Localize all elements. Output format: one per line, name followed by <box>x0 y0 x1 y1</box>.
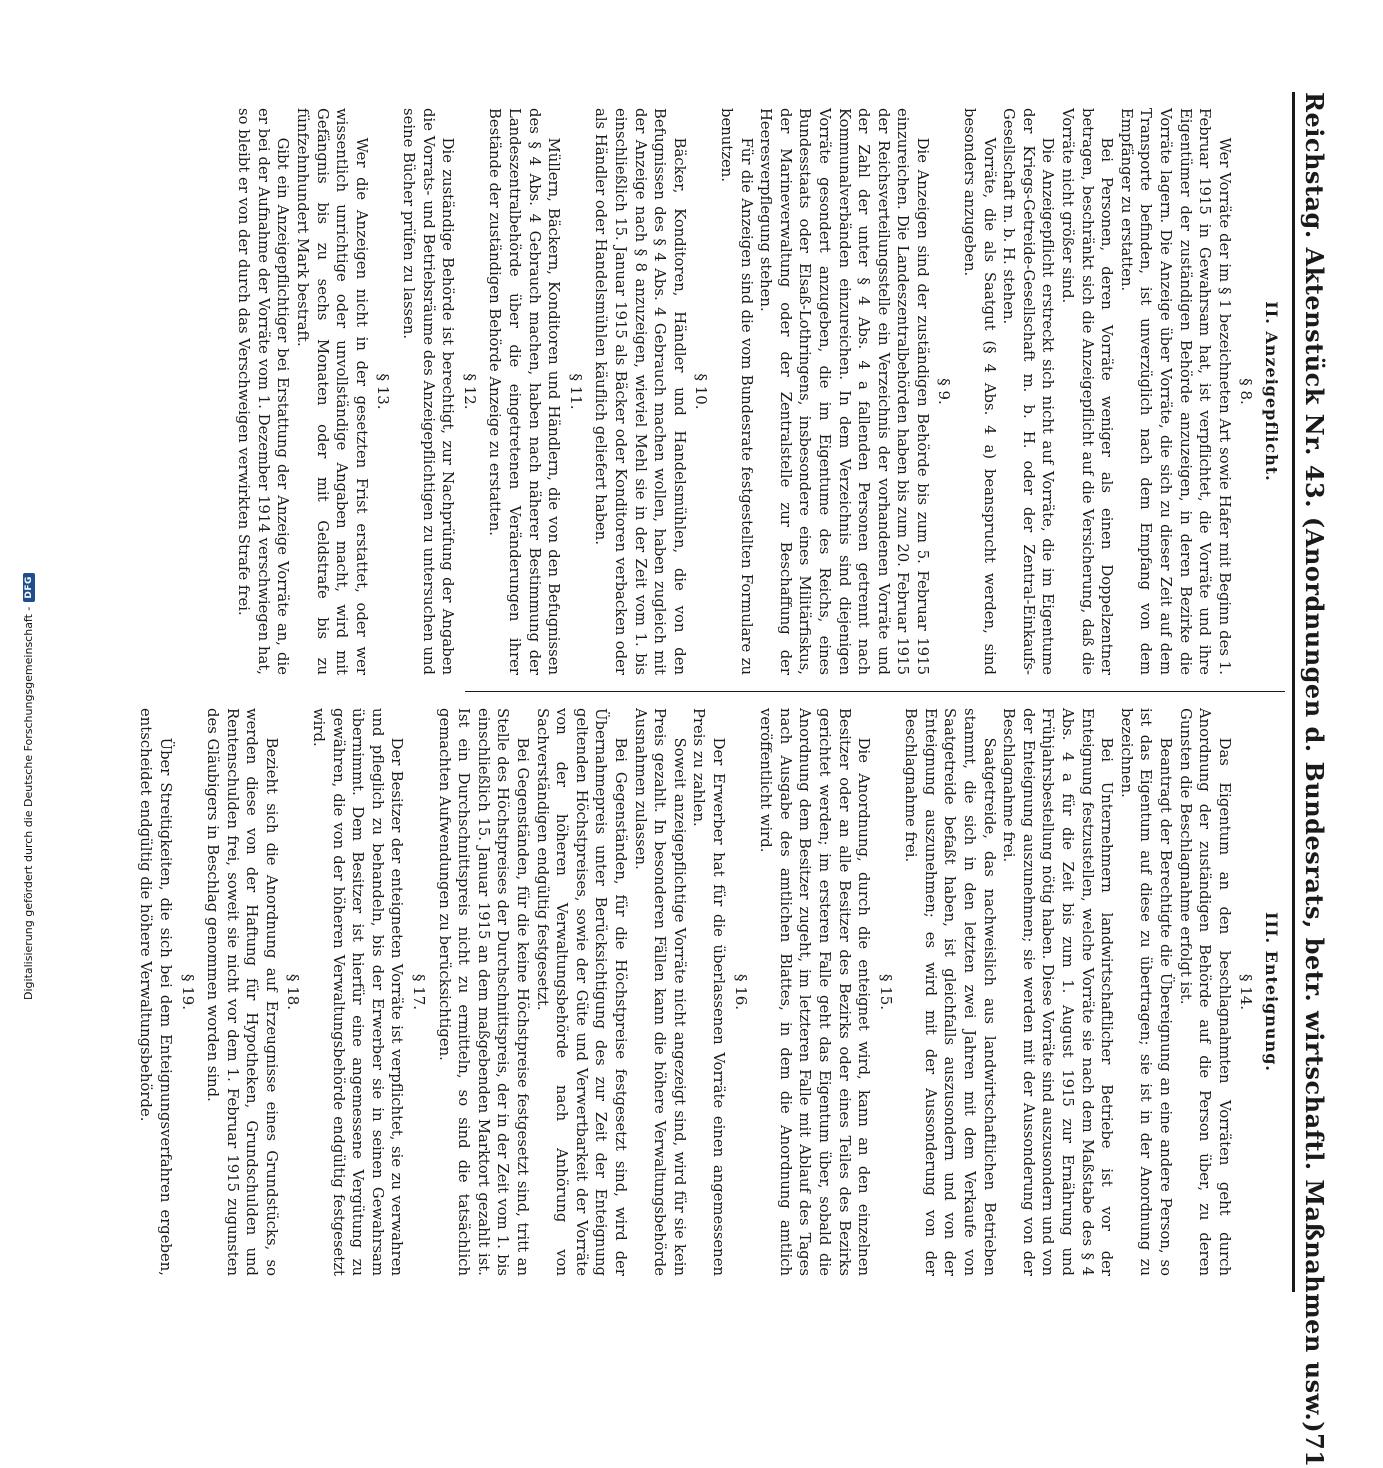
dfg-logo: DFG <box>23 573 35 602</box>
paragraph: Für die Anzeigen sind die vom Bundesrate festgestellten Formulare zu benutzen. <box>717 108 755 675</box>
paragraph: Die zuständige Behörde ist berechtigt, zur Nachprüfung der Angaben die Vorrats- und Betriebsräume des Anzeigepflichtigen zu untersuchen und seine Bücher prüfen zu lassen. <box>400 108 457 675</box>
section-heading: § 18. <box>284 973 303 1011</box>
page-number: 71 <box>1300 1433 1330 1468</box>
paragraph: Saatgetreide, das nachweislich aus landwirtschaftlichen Betrieben stammt, die sich in den letzten zwei Jahren mit dem Verkaufe von Saatgetreide befaßt haben, ist gleichfalls auszusondern und von der Enteignung auszunehmen; es wird mit der Aussonderung von der Beschlagnahme frei. <box>902 708 998 1276</box>
section-heading: § 13. <box>374 373 393 410</box>
section-heading: § 12. <box>460 373 479 410</box>
section-heading: § 19. <box>178 973 197 1011</box>
paragraph: Die Anzeigepflicht erstreckt sich nicht auf Vorräte, die im Eigentume der Kriegs-Getreide-Gesellschaft m. b. H. oder der Zentral-Einkaufs-Gesellschaft m. b. H. stehen. <box>1000 108 1057 675</box>
section-heading: § 8. <box>1237 378 1256 405</box>
paragraph: Über Streitigkeiten, die sich bei dem Enteignungsverfahren ergeben, entscheidet endgültig die höhere Verwaltungsbehörde. <box>137 708 174 1276</box>
section-heading: § 14. <box>1237 973 1256 1011</box>
section-heading: § 9. <box>935 378 954 405</box>
paragraph: Bezieht sich die Anordnung auf Erzeugnisse eines Grundstücks, so werden diese von der Haftung für Hypotheken, Grundschulden und Rentenschulden frei, soweit sie nicht vor dem 1. Februar 1915 zugunsten des Gläubigers in Beschlag genommen worden sind. <box>204 708 280 1276</box>
paragraph: Soweit anzeigepflichtige Vorräte nicht angezeigt sind, wird für sie kein Preis gezahlt. In besonderen Fällen kann die höhere Verwaltungsbehörde Ausnahmen zulassen. <box>631 708 688 1276</box>
paragraph: Bei Gegenständen, für die Höchstpreise festgesetzt sind, wird der Übernahmepreis unter Berücksichtigung des zur Zeit der Enteignung geltenden Höchstpreises, sowie der Güte und Verwertbarkeit der Vorräte von der höheren Verwaltungsbehörde nach Anhörung von Sachverständigen endgültig festgesetzt. <box>533 708 629 1276</box>
section-heading: § 16. <box>731 973 750 1011</box>
section-heading: § 15. <box>876 973 895 1011</box>
left-column <box>235 92 1285 692</box>
text-columns <box>137 92 1285 1292</box>
paragraph: Vorräte, die als Saatgut (§ 4 Abs. 4 a) beansprucht werden, sind besonders anzugeben. <box>961 108 998 675</box>
paragraph: Der Besitzer der enteigneten Vorräte ist verpflichtet, sie zu verwahren und pfleglich zu behandeln, bis der Erwerber sie in seinen Gewahrsam übernimmt. Dem Besitzer ist hierfür eine angemessene Vergütung zu gewähren, die von der höheren Verwaltungsbehörde endgültig festgesetzt wird. <box>310 708 406 1276</box>
paragraph: Bei Personen, deren Vorräte weniger als einen Doppelzentner betragen, beschränkt sich die Anzeigepflicht auf die Versicherung, daß die Vorräte nicht größer sind. <box>1059 108 1116 675</box>
page-header <box>1292 92 1335 1468</box>
sidebar-credit <box>0 0 35 1000</box>
paragraph: Das Eigentum an den beschlagnahmten Vorräten geht durch Anordnung der zuständigen Behörde auf die Person über, zu deren Gunsten die Beschlagnahme erfolgt ist. <box>1176 708 1233 1276</box>
section-heading: § 17. <box>410 973 429 1011</box>
paragraph: Bäcker, Konditoren, Händler und Handelsmühlen, die von den Befugnissen des § 4 Abs. 4 Gebrauch machen wollen, haben zugleich mit der Anzeige nach § 8 anzuzeigen, wieviel Mehl sie in der Zeit vom 1. bis einschließlich 15. Januar 1915 als Bäcker oder Konditoren verbacken oder als Händler oder Handelsmühlen käuflich geliefert haben. <box>592 108 688 675</box>
paragraph: Gibt ein Anzeigepflichtiger bei Erstattung der Anzeige Vorräte an, die er bei der Aufnahme der Vorräte vom 1. Dezember 1914 verschwiegen hat, so bleibt er von der durch das Verschweigen verwirkten Strafe frei. <box>235 108 292 675</box>
paragraph: Beantragt der Berechtigte die Übereignung an eine andere Person, so ist das Eigentum auf diese zu übertragen; sie ist in der Anordnung zu bezeichnen. <box>1117 708 1175 1276</box>
paragraph: Wer Vorräte der im § 1 bezeichneten Art sowie Hafer mit Beginn des 1. Februar 1915 in Gewahrsam hat, ist verpflichtet, die Vorräte und ihre Eigentümer der zuständigen Behörde anzuzeigen, in deren Bezirke die Vorräte lagern. Die Anzeige über Vorräte, die sich zu dieser Zeit auf dem Transporte befinden, ist unverzüglich nach dem Empfang von dem Empfänger zu erstatten. <box>1117 108 1233 675</box>
dfg-credit-text: Digitalisierung gefördert durch die Deutsche Forschungsgemeinschaft - <box>22 606 35 1000</box>
section-heading: § 11. <box>566 373 585 410</box>
paragraph: Die Anordnung, durch die enteignet wird, kann an den einzelnen Besitzer oder an alle Besitzer des Bezirks oder eines Teiles des Bezirks gerichtet werden; im ersteren Falle geht das Eigentum über, sobald die Anordnung dem Besitzer zugeht, im letzteren Falle mit Ablauf des Tages nach Ausgabe des amtlichen Blattes, in dem die Anordnung amtlich veröffentlicht wird. <box>757 708 873 1276</box>
page-title: Reichstag. Aktenstück Nr. 43. (Anordnungen d. Bundesrats, betr. wirtschaftl. Maßnahmen usw.) <box>1300 92 1330 1434</box>
paragraph: Der Erwerber hat für die überlassenen Vorräte einen angemessenen Preis zu zahlen. <box>690 708 727 1276</box>
document-page <box>95 72 1335 1468</box>
paragraph: Wer die Anzeigen nicht in der gesetzten Frist erstattet, oder wer wissentlich unrichtige oder unvollständige Angaben macht, wird mit Gefängnis bis zu sechs Monaten oder mit Geldstrafe bis zu fünfzehnhundert Mark bestraft. <box>294 108 370 675</box>
right-column <box>137 692 1285 1292</box>
paragraph: Bei Unternehmern landwirtschaftlicher Betriebe ist vor der Enteignung festzustellen, welche Vorräte sie nach dem Maßstabe des § 4 Abs. 4 a für die Zeit bis zum 1. August 1915 zur Ernährung und Frühjahrsbestellung nötig haben. Diese Vorräte sind auszusondern und von der Enteignung auszunehmen; sie werden mit der Aussonderung von der Beschlagnahme frei. <box>1000 708 1116 1276</box>
paragraph: Die Anzeigen sind der zuständigen Behörde bis zum 5. Februar 1915 einzureichen. Die Landeszentralbehörden haben bis zum 20. Februar 1915 der Reichsverteilungsstelle ein Verzeichnis der vorhandenen Vorräte und der Zahl der unter § 4 Abs. 4 a fallenden Personen getrennt nach Kommunalverbänden einzureichen. In dem Verzeichnis sind diejenigen Vorräte gesondert anzugeben, die im Eigentume des Reichs, eines Bundesstaats oder Elsaß-Lothringens, insbesondere eines Militärfiskus, der Marineverwaltung oder der Zentralstelle zur Beschaffung der Heeresverpflegung stehen. <box>757 108 931 675</box>
paragraph: Bei Gegenständen, für die keine Höchstpreise festgesetzt sind, tritt an Stelle des Höchstpreises der Durchschnittspreis, der in der Zeit vom 1. bis einschließlich 15. Januar 1915 an dem maßgebenden Marktort gezahlt ist. Ist ein Durchschnittspreis nicht zu ermitteln, so sind die tatsächlich gemachten Aufwendungen zu berücksichtigen. <box>435 708 532 1276</box>
part-title: III. Enteignung. <box>1262 912 1281 1072</box>
part-title: II. Anzeigepflicht. <box>1262 301 1281 482</box>
section-heading: § 10. <box>692 373 711 410</box>
paragraph: Müllern, Bäckern, Konditoren und Händlern, die von den Befugnissen des § 4 Abs. 4 Gebrauch machen, haben nach näherer Bestimmung der Landeszentralbehörde über die eingetretenen Veränderungen ihrer Bestände der zuständigen Behörde Anzeige zu erstatten. <box>486 108 563 675</box>
